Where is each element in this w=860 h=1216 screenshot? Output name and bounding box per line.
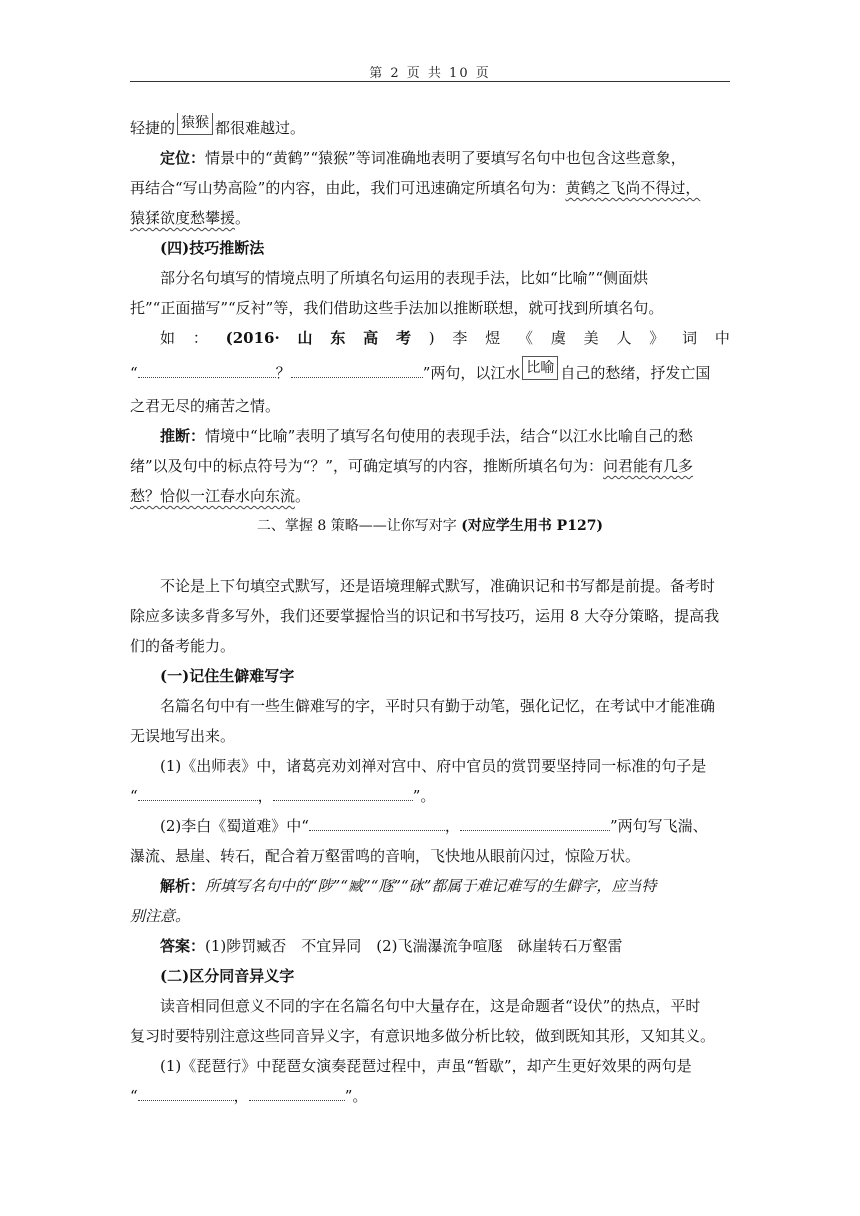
fill-blank — [138, 1084, 234, 1101]
question-line: 瀑流、悬崖、转石，配合着万壑雷鸣的音响，飞快地从眼前闪过，惊险万状。 — [130, 847, 641, 865]
fill-blank — [273, 784, 413, 801]
text: 再结合“写山势高险”的内容，由此，我们可迅速确定所填名句为： — [130, 179, 566, 197]
emphasized-answer: 黄鹤之飞尚不得过， — [565, 179, 701, 197]
emphasized-answer: 愁？恰似一江春水向东流 — [130, 487, 296, 505]
char: 煜 — [485, 329, 501, 347]
para-line: 读音相同但意义不同的字在名篇名句中大量存在，这是命题者“设伏”的热点，平时 — [160, 997, 701, 1015]
question-line — [130, 811, 730, 841]
question-line: (1)《出师表》中，诸葛亮劝刘禅对宫中、府中官员的赏罚要坚持同一标准的句子是 — [160, 757, 707, 775]
para-line: 别注意。 — [130, 907, 191, 925]
char: ： — [192, 329, 208, 347]
fill-blank — [249, 1084, 345, 1101]
answer-label: 答案： — [160, 937, 206, 955]
char: 虞 — [550, 329, 566, 347]
emphasized-answer: 猿猱欲度愁攀援 — [130, 209, 236, 227]
boxed-word: 猿猴 — [177, 113, 213, 135]
text: 绪”以及句中的标点符号为“？”，可确定填写的内容，推断所填名句为： — [130, 457, 604, 475]
fill-blank — [138, 361, 276, 378]
section-title: 二、掌握 8 策略——让你写对字 — [256, 518, 457, 534]
spacer — [130, 541, 730, 571]
para-line: 无误地写出来。 — [130, 727, 236, 745]
para-line: 部分名句填写的情境点明了所填名句运用的表现手法，比如“比喻”“侧面烘 — [160, 269, 649, 287]
example-line — [130, 323, 730, 353]
para-line — [130, 871, 730, 901]
para-line — [130, 173, 730, 203]
text: (1)陟罚臧否 不宜异同 (2)飞湍瀑流争喧豗 砯崖转石万壑雷 — [205, 937, 623, 955]
text: 情景中的“黄鹤”“猿猴”等词准确地表明了要填写名句中也包含这些意象， — [205, 149, 686, 167]
para-line — [130, 451, 730, 481]
char: 》 — [649, 329, 665, 347]
text: “ — [130, 787, 138, 805]
inference-label: 推断： — [160, 427, 206, 445]
text: ”两句，以江水 — [422, 364, 521, 382]
text: 。 — [235, 209, 251, 227]
text: ”。 — [344, 1087, 368, 1105]
para-line — [130, 421, 730, 451]
text: “ — [130, 1087, 138, 1105]
content — [130, 113, 730, 1111]
char: 如 — [160, 329, 176, 347]
text: 自己的愁绪，抒发亡国 — [560, 364, 711, 382]
fill-blank — [291, 361, 423, 378]
char: 考 — [395, 329, 411, 347]
answer-line — [130, 931, 730, 961]
emphasized-answer: 问君能有几多 — [603, 457, 694, 475]
question-line: (1)《琵琶行》中琵琶女演奏琵琶过程中，声虽“暂歇”，却产生更好效果的两句是 — [160, 1057, 692, 1075]
text: 情境中“比喻”表明了填写名句使用的表现手法，结合“以江水比喻自己的愁 — [205, 427, 694, 445]
text: ， — [444, 817, 460, 835]
text: ？ — [275, 364, 291, 382]
text: “ — [130, 364, 138, 382]
section-heading — [130, 511, 730, 541]
text: 所填写名句中的“陟”“臧”“豗”“砯”都属于难记难写的生僻字，应当特 — [205, 877, 657, 895]
para-line — [130, 143, 730, 173]
fill-blank — [460, 814, 610, 831]
text: ”。 — [412, 787, 436, 805]
para-line: 托”“正面描写”“反衬”等，我们借助这些手法加以推断联想，就可找到所填名句。 — [130, 299, 664, 317]
para-line: 之君无尽的痛苦之情。 — [130, 397, 281, 415]
text: (2)李白《蜀道难》中“ — [160, 817, 309, 835]
text: ， — [233, 1087, 249, 1105]
para-line: 除应多读多背多写外，我们还要掌握恰当的识记和书写技巧，运用 8 大夺分策略，提高我 — [130, 607, 720, 625]
header-rule — [130, 81, 730, 82]
char: 高 — [363, 329, 379, 347]
question-line — [130, 1081, 730, 1111]
positioning-label: 定位： — [160, 149, 206, 167]
subheading: (四)技巧推断法 — [160, 239, 265, 257]
subheading: (二)区分同音异义字 — [160, 967, 295, 985]
char: 李 — [452, 329, 468, 347]
char: 山 — [297, 329, 313, 347]
char: (2016· — [225, 329, 280, 347]
para-line: 名篇名句中有一些生僻难写的字，平时只有勤于动笔，强化记忆，在考试中才能准确 — [160, 697, 716, 715]
char: 中 — [714, 329, 730, 347]
question-line — [130, 781, 730, 811]
para-line — [130, 203, 730, 233]
text: ， — [257, 787, 273, 805]
boxed-word: 比喻 — [522, 356, 558, 380]
char: 美 — [583, 329, 599, 347]
para-line: 不论是上下句填空式默写，还是语境理解式默写，准确识记和书写都是前提。备考时 — [160, 577, 716, 595]
para-line — [130, 113, 730, 143]
char: 《 — [518, 329, 534, 347]
text: 都很难越过。 — [215, 119, 306, 137]
subheading: (一)记住生僻难写字 — [160, 667, 295, 685]
page-header: 第 2 页 共 10 页 — [369, 66, 491, 81]
fill-blank — [138, 784, 258, 801]
section-reference: (对应学生用书 P127) — [461, 518, 604, 534]
char: 词 — [682, 329, 698, 347]
text: ”两句写飞湍、 — [609, 817, 708, 835]
para-line — [130, 353, 730, 391]
para-line — [130, 481, 730, 511]
fill-blank — [309, 814, 445, 831]
char: ) — [428, 329, 435, 347]
para-line: 复习时要特别注意这些同音异义字，有意识地多做分析比较，做到既知其形，又知其义。 — [130, 1027, 716, 1045]
text: 。 — [295, 487, 311, 505]
char: 东 — [330, 329, 346, 347]
para-line: 们的备考能力。 — [130, 637, 236, 655]
text: 轻捷的 — [130, 119, 176, 137]
analysis-label: 解析： — [160, 877, 206, 895]
char: 人 — [616, 329, 632, 347]
